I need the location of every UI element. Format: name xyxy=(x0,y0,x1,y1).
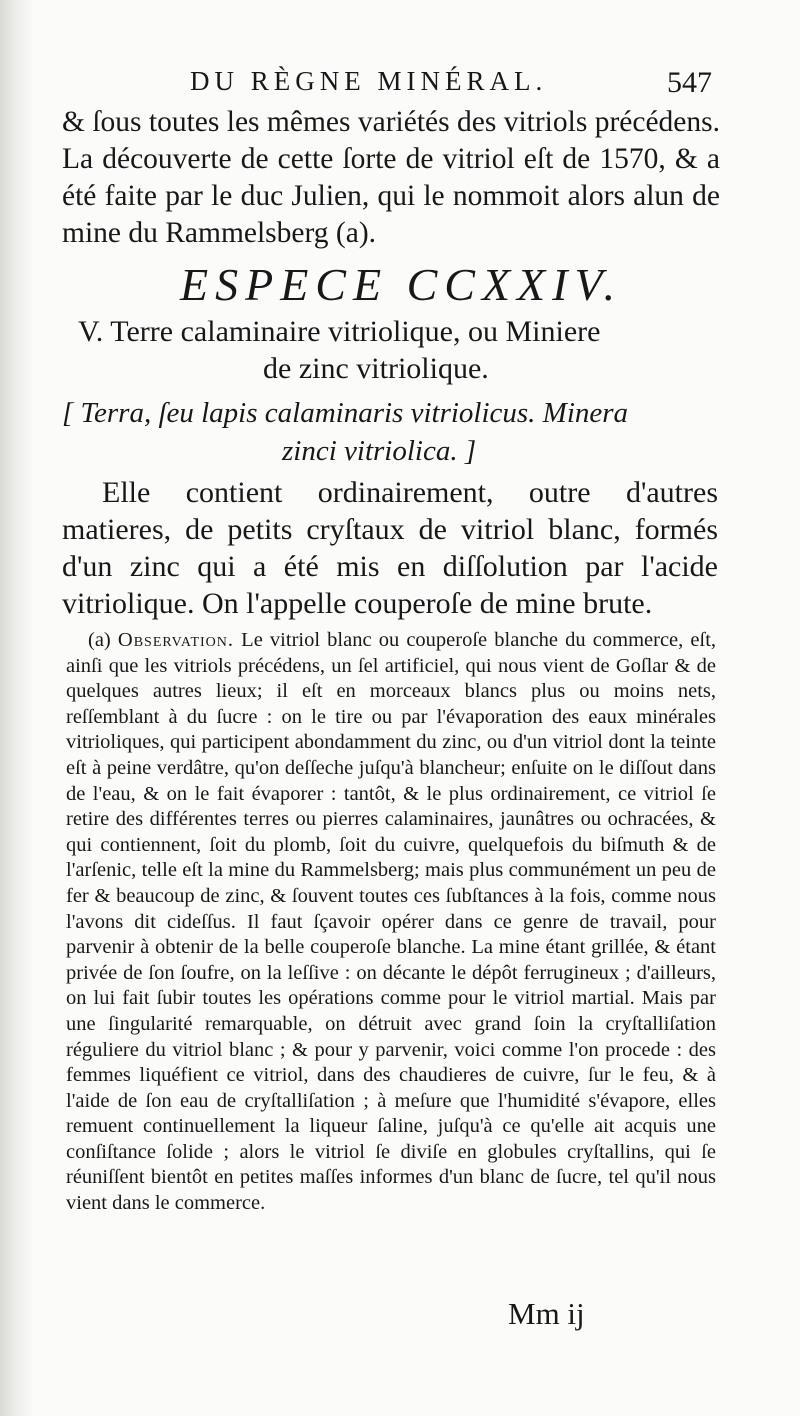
footnote-label: Observation. xyxy=(117,629,235,651)
intro-paragraph xyxy=(62,104,720,252)
footnote xyxy=(66,628,716,1217)
description-paragraph xyxy=(62,474,718,622)
page-number: 547 xyxy=(667,66,712,99)
signature-mark: Mm ij xyxy=(508,1296,585,1331)
page-gutter-shadow xyxy=(0,0,34,1416)
latin-name-line-1: [ Terra, ſeu lapis calaminaris vitriolicus. Minera xyxy=(62,397,629,429)
species-heading: ESPECE CCXXIV. xyxy=(180,259,623,310)
footnote-marker: (a) xyxy=(88,629,111,651)
latin-name-line-2: zinci vitriolica. ] xyxy=(282,435,477,467)
variety-title xyxy=(78,313,718,387)
variety-title-line-2: de zinc vitriolique. xyxy=(263,352,489,385)
latin-name xyxy=(62,394,722,470)
description-text: Elle contient ordinairement, outre d'autres matieres, de petits cryſtaux de vitriol blanc, formés d'un zinc qui a été mis en diſſolution par l'acide vitriolique. On l'appelle couperoſe de mine brute. xyxy=(62,476,718,620)
intro-text: & ſous toutes les mêmes variétés des vitriols précédens. La découverte de cette ſorte de vitriol eſt de 1570, & a été faite par le duc Julien, qui le nommoit alors alun de mine du Rammelsberg (a). xyxy=(62,106,720,249)
footnote-paragraph xyxy=(66,628,716,1217)
footnote-text: Le vitriol blanc ou couperoſe blanche du commerce, eſt, ainſi que les vitriols précédens, un ſel artificiel, qui nous vient de Goſlar & de quelques autres lieux; il eſt en morceaux blancs plus ou moins nets, reſſemblant à du ſucre : on le tire ou par l'évaporation des eaux minérales vitrioliques, qui participent abondamment du zinc, ou d'un vitriol dont la teinte eſt à peine verdâtre, qu'on deſſeche juſqu'à blancheur; enſuite on le diſſout dans de l'eau, & on le fait évaporer : tantôt, & le plus ordinairement, ce vitriol ſe retire des différentes terres ou pierres calaminaires, jaunâtres ou ochracées, & qui contiennent, ſoit du plomb, ſoit du cuivre, quelquefois du biſmuth & de l'arſenic, telle eſt la mine du Rammelsberg; mais plus communément un peu de fer & beaucoup de zinc, & ſouvent toutes ces ſubſtances à la fois, comme nous l'avons dit cideſſus. Il faut ſçavoir opérer dans ce genre de travail, pour parvenir à obtenir de la belle couperoſe blanche. La mine étant grillée, & étant privée de ſon ſoufre, on la leſſive : on décante le dépôt ferrugineux ; d'ailleurs, on lui fait ſubir toutes les opérations comme pour le vitriol martial. Mais par une ſingularité remarquable, on détruit avec grand ſoin la cryſtalliſation réguliere du vitriol blanc ; & pour y parvenir, voici comme l'on procede : des femmes liquéfient ce vitriol, dans des chaudieres de cuivre, ſur le feu, & à l'aide de ſon eau de cryſtalliſation ; à meſure que l'humidité s'évapore, elles remuent continuellement la liqueur ſaline, juſqu'à ce qu'elle ait acquis une conſiſtance ſolide ; alors le vitriol ſe diviſe en globules cryſtallins, qui ſe réuniſſent bientôt en petites maſſes informes d'un blanc de ſucre, tel qu'il nous vient dans le commerce. xyxy=(66,629,717,1215)
variety-title-line-1: V. Terre calaminaire vitriolique, ou Miniere xyxy=(78,315,601,348)
running-title: DU RÈGNE MINÉRAL. xyxy=(190,66,548,96)
page-header xyxy=(190,66,720,106)
